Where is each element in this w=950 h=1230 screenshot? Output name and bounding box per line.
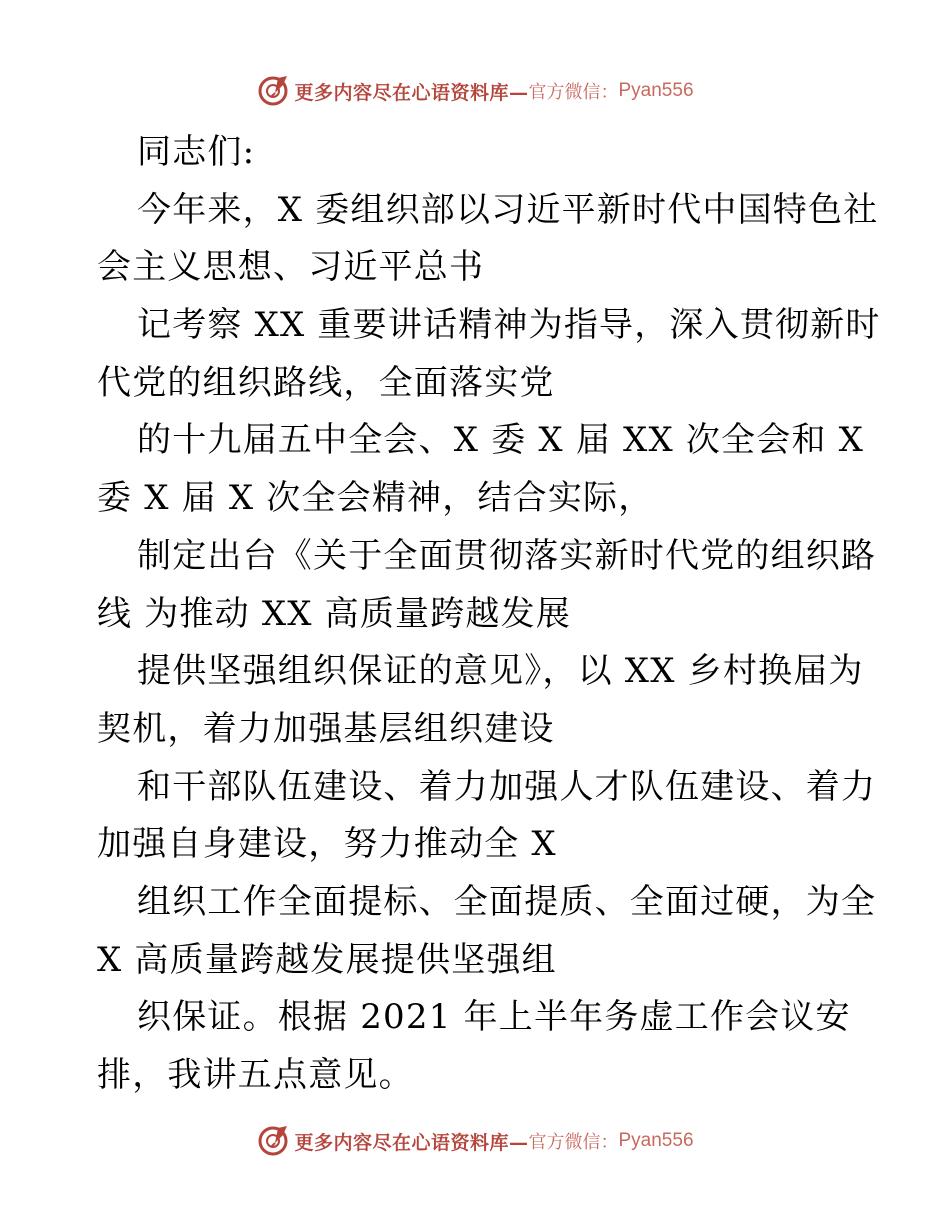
banner-wechat-id: Pyan556 [618,80,694,101]
pen-in-circle-logo-icon [256,1124,290,1158]
text-line: 代党的组织路线，全面落实党 [97,362,555,403]
text-line: 契机，着力加强基层组织建设 [97,708,555,749]
banner-wechat-label: 官方微信： [528,1132,619,1153]
text-line: 的十九届五中全会、X 委 X 届 XX 次全会和 X [137,420,865,461]
text-line: X 高质量跨越发展提供坚强组 [97,939,557,980]
text-line: 加强自身建设，努力推动全 X [97,824,557,865]
text-line: 组织工作全面提标、全面提质、全面过硬，为全 [137,881,877,922]
document-body [97,124,881,1105]
footer-banner [0,1121,950,1161]
text-line: 今年来，X 委组织部以习近平新时代中国特色社 [137,189,879,230]
text-line: 线 为推动 XX 高质量跨越发展 [97,593,572,634]
pen-in-circle-logo-icon [256,74,290,108]
text-line: 会主义思想、习近平总书 [97,247,485,288]
text-line: 排，我讲五点意见。 [97,1055,414,1095]
banner-text: 更多内容尽在心语资料库— [294,1131,529,1154]
text-line: 记考察 XX 重要讲话精神为指导，深入贯彻新时 [137,305,881,346]
banner-text: 更多内容尽在心语资料库— [294,81,529,104]
text-line: 提供坚强组织保证的意见》，以 XX 乡村换届为 [137,651,864,692]
text-line: 织保证。根据 2021 年上半年务虚工作会议安 [137,997,851,1038]
text-line: 委 X 届 X 次全会精神，结合实际， [97,478,654,519]
banner-wechat-id: Pyan556 [618,1130,694,1151]
text-line: 和干部队伍建设、着力加强人才队伍建设、着力 [137,766,877,807]
text-line: 制定出台《关于全面贯彻落实新时代党的组织路 [137,535,877,576]
banner-wechat-label: 官方微信： [528,82,619,103]
header-banner [0,71,950,111]
text-line: 同志们: [137,132,256,172]
